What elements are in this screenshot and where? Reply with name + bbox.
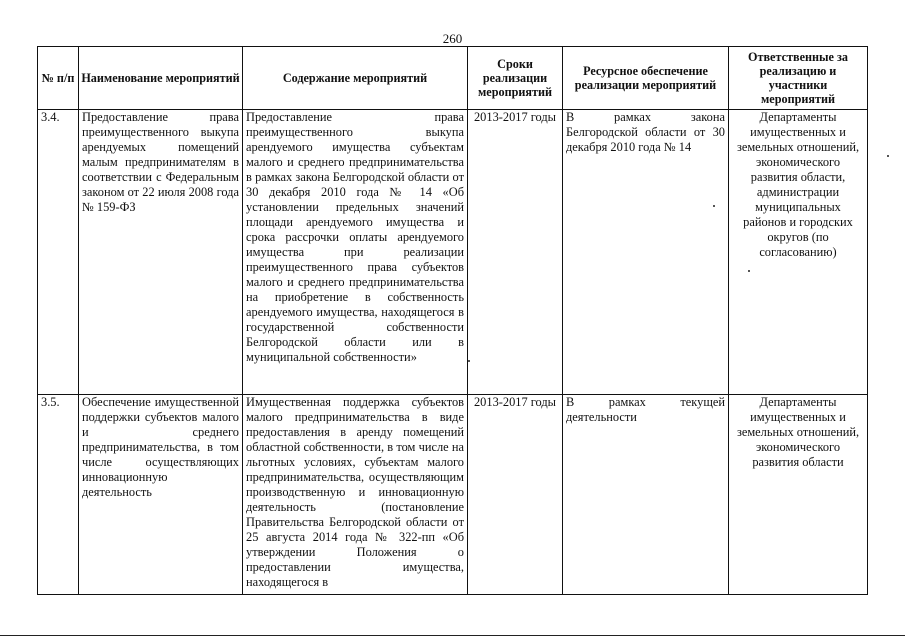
header-period: Сроки реализации мероприятий bbox=[468, 47, 563, 110]
row-responsible: Департаменты имущественных и земельных отношений, экономического развития области bbox=[729, 395, 868, 595]
row-content: Предоставление права преимущественного выкупа арендуемого имущества субъектам малого и среднего предпринимательства в рамках закона Белгородской области от 30 декабря 2010 года № 14 «Об установлении предельных значений площади арендуемого имущества и срока рассрочки оплаты арендуемого имущества при реализации преимущественного права субъектов малого и среднего предпринимательства на приобретение в собственность арендуемого имущества, находящегося в государственной собственности Белгородской области или в муниципальной собственности» bbox=[243, 110, 468, 395]
scan-speck bbox=[748, 270, 750, 272]
row-content: Имущественная поддержка субъектов малого предпринимательства в виде предоставления в аренду помещений областной собственности, в том числе на льготных условиях, субъектам малого предпринимательства, осуществляющим производственную и инновационную деятельность (постановление Правительства Белгородской области от 25 августа 2014 года № 322-пп «Об утверждении Положения о предоставлении имущества, находящегося в bbox=[243, 395, 468, 595]
header-name: Наименование мероприятий bbox=[79, 47, 243, 110]
row-name: Обеспечение имущественной поддержки субъектов малого и среднего предпринимательства, в том числе осуществляющих инновационную деятельность bbox=[79, 395, 243, 595]
row-responsible: Департаменты имущественных и земельных отношений, экономического развития области, администрации муниципальных районов и городских округов (по согласованию) bbox=[729, 110, 868, 395]
row-period: 2013-2017 годы bbox=[468, 110, 563, 395]
row-resources: В рамках текущей деятельности bbox=[563, 395, 729, 595]
row-resources: В рамках закона Белгородской области от 30 декабря 2010 года № 14 bbox=[563, 110, 729, 395]
row-number: 3.4. bbox=[38, 110, 79, 395]
row-period: 2013-2017 годы bbox=[468, 395, 563, 595]
page-number: 260 bbox=[442, 31, 463, 46]
row-number: 3.5. bbox=[38, 395, 79, 595]
scan-speck bbox=[713, 205, 715, 207]
header-number: № п/п bbox=[38, 47, 79, 110]
scan-speck bbox=[887, 155, 889, 157]
table-row bbox=[38, 110, 868, 395]
scan-bottom-edge bbox=[0, 635, 905, 636]
table-header-row bbox=[38, 47, 868, 110]
table-row bbox=[38, 395, 868, 595]
activities-table bbox=[37, 46, 868, 595]
row-name: Предоставление права преимущественного выкупа арендуемых помещений малым предпринимателям в соответствии с Федеральным законом от 22 июля 2008 года № 159-ФЗ bbox=[79, 110, 243, 395]
scan-speck bbox=[468, 360, 470, 362]
header-resources: Ресурсное обеспечение реализации мероприятий bbox=[563, 47, 729, 110]
header-responsible: Ответственные за реализацию и участники мероприятий bbox=[729, 47, 868, 110]
header-content: Содержание мероприятий bbox=[243, 47, 468, 110]
